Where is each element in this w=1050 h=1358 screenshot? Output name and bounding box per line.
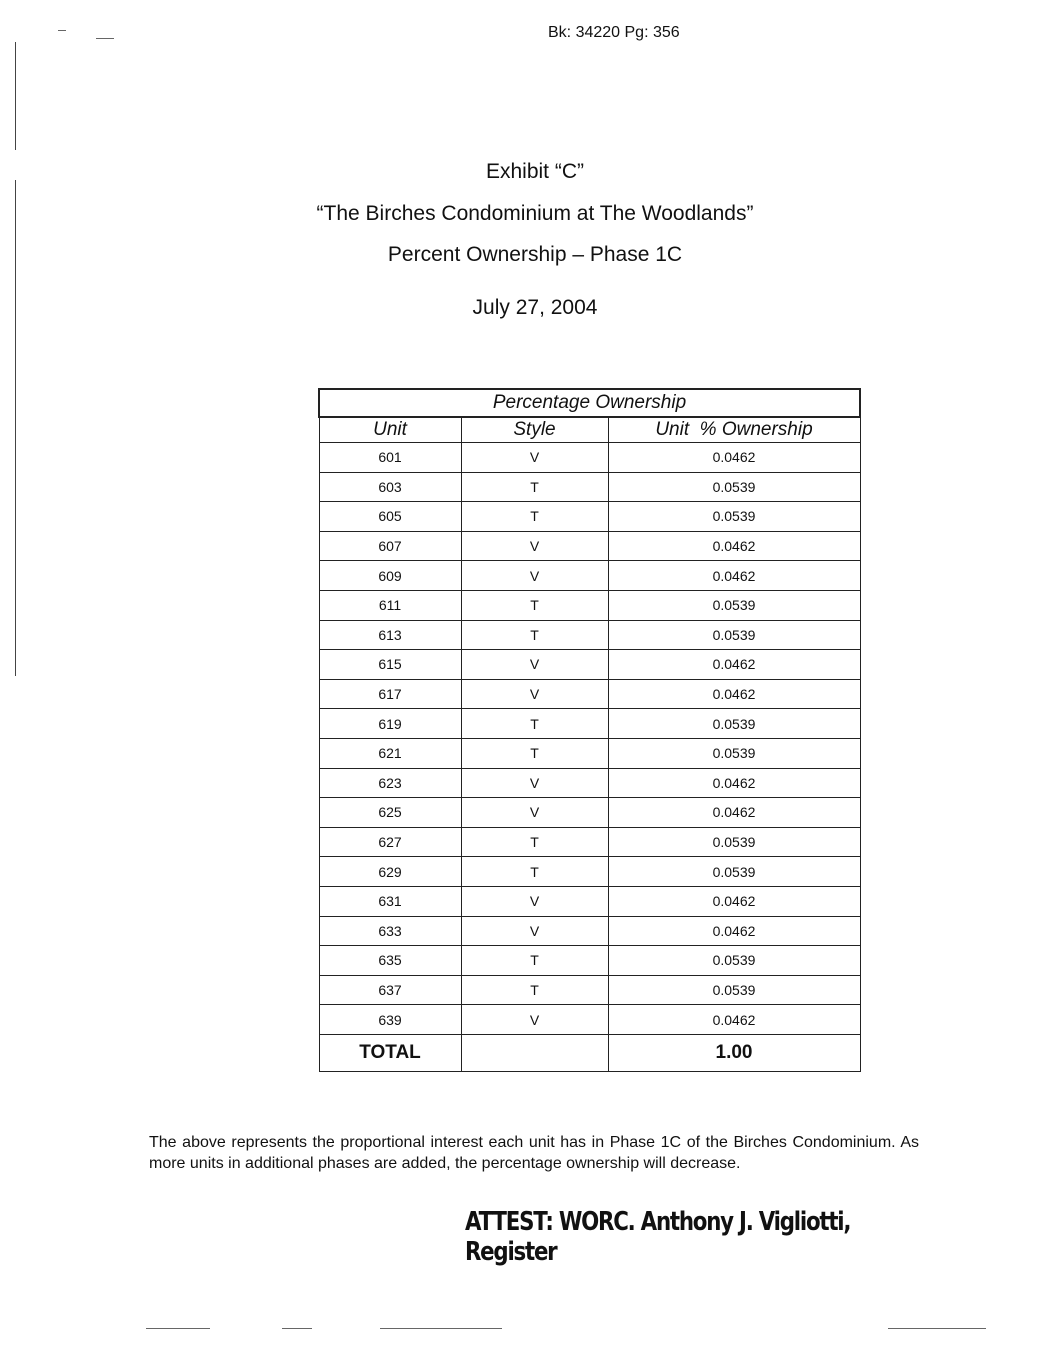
table-row — [319, 620, 860, 650]
ownership-cell: 0.0539 — [608, 502, 860, 532]
column-header-unit: Unit — [319, 417, 461, 443]
document-date: July 27, 2004 — [472, 296, 598, 319]
unit-cell: 623 — [319, 768, 461, 798]
unit-cell: 603 — [319, 472, 461, 502]
ownership-cell: 0.0462 — [608, 561, 860, 591]
style-cell: V — [461, 1005, 608, 1035]
ownership-cell: 0.0539 — [608, 738, 860, 768]
style-cell: T — [461, 472, 608, 502]
style-cell: V — [461, 886, 608, 916]
ownership-cell: 0.0462 — [608, 768, 860, 798]
unit-cell: 627 — [319, 827, 461, 857]
table-row — [319, 502, 860, 532]
unit-cell: 617 — [319, 679, 461, 709]
table-row — [319, 590, 860, 620]
ownership-cell: 0.0462 — [608, 916, 860, 946]
unit-cell: 625 — [319, 798, 461, 828]
table-row — [319, 857, 860, 887]
style-cell: V — [461, 531, 608, 561]
table-row — [319, 827, 860, 857]
unit-cell: 637 — [319, 975, 461, 1005]
style-cell: T — [461, 975, 608, 1005]
book-page-reference: Bk: 34220 Pg: 356 — [548, 24, 680, 41]
ownership-cell: 0.0539 — [608, 590, 860, 620]
table-row — [319, 946, 860, 976]
scan-mark — [58, 30, 66, 31]
condominium-name: “The Birches Condominium at The Woodlands” — [316, 202, 754, 225]
table-row — [319, 798, 860, 828]
unit-cell: 633 — [319, 916, 461, 946]
attest-stamp: ATTEST: WORC. Anthony J. Vigliotti, Register — [465, 1207, 851, 1267]
style-cell: V — [461, 798, 608, 828]
ownership-cell: 0.0462 — [608, 798, 860, 828]
exhibit-title: Exhibit “C” — [485, 160, 585, 183]
ownership-table — [318, 388, 861, 1072]
ownership-cell: 0.0462 — [608, 531, 860, 561]
scan-mark — [282, 1328, 312, 1329]
table-row — [319, 975, 860, 1005]
ownership-cell: 0.0462 — [608, 1005, 860, 1035]
unit-cell: 607 — [319, 531, 461, 561]
table-row — [319, 472, 860, 502]
ownership-cell: 0.0539 — [608, 975, 860, 1005]
style-cell: V — [461, 443, 608, 473]
scan-mark — [380, 1328, 502, 1329]
style-cell: T — [461, 620, 608, 650]
total-label: TOTAL — [319, 1034, 461, 1071]
ownership-cell: 0.0539 — [608, 709, 860, 739]
scan-mark — [888, 1328, 986, 1329]
unit-cell: 609 — [319, 561, 461, 591]
table-row — [319, 650, 860, 680]
ownership-cell: 0.0539 — [608, 827, 860, 857]
unit-cell: 629 — [319, 857, 461, 887]
style-cell: T — [461, 709, 608, 739]
unit-cell: 631 — [319, 886, 461, 916]
ownership-cell: 0.0539 — [608, 857, 860, 887]
column-header-ownership: Unit % Ownership — [608, 417, 860, 443]
unit-cell: 619 — [319, 709, 461, 739]
scan-mark — [96, 38, 114, 39]
table-row — [319, 916, 860, 946]
table-row — [319, 679, 860, 709]
table-row — [319, 443, 860, 473]
style-cell: V — [461, 650, 608, 680]
unit-cell: 611 — [319, 590, 461, 620]
ownership-cell: 0.0462 — [608, 650, 860, 680]
table-row — [319, 738, 860, 768]
style-cell: V — [461, 768, 608, 798]
ownership-cell: 0.0462 — [608, 443, 860, 473]
style-cell: T — [461, 738, 608, 768]
unit-cell: 635 — [319, 946, 461, 976]
style-cell: T — [461, 502, 608, 532]
ownership-cell: 0.0539 — [608, 946, 860, 976]
column-header-style: Style — [461, 417, 608, 443]
document-subtitle: Percent Ownership – Phase 1C — [387, 243, 683, 266]
style-cell: T — [461, 857, 608, 887]
table-row — [319, 768, 860, 798]
total-row — [319, 1034, 860, 1071]
table-row — [319, 1005, 860, 1035]
scan-mark — [146, 1328, 210, 1329]
table-group-header: Percentage Ownership — [319, 389, 860, 417]
unit-cell: 613 — [319, 620, 461, 650]
unit-cell: 601 — [319, 443, 461, 473]
style-cell: V — [461, 916, 608, 946]
total-value: 1.00 — [608, 1034, 860, 1071]
table-row — [319, 709, 860, 739]
total-style — [461, 1034, 608, 1071]
explanatory-note: The above represents the proportional interest each unit has in Phase 1C of the Birches Condominium. As more units in additional phases are added, the percentage ownership will decrease. — [149, 1134, 919, 1172]
ownership-cell: 0.0539 — [608, 472, 860, 502]
unit-cell: 621 — [319, 738, 461, 768]
unit-cell: 605 — [319, 502, 461, 532]
style-cell: V — [461, 679, 608, 709]
style-cell: T — [461, 946, 608, 976]
scan-margin-line — [15, 42, 16, 150]
style-cell: T — [461, 827, 608, 857]
table-row — [319, 886, 860, 916]
table-row — [319, 561, 860, 591]
unit-cell: 639 — [319, 1005, 461, 1035]
style-cell: V — [461, 561, 608, 591]
table-row — [319, 531, 860, 561]
style-cell: T — [461, 590, 608, 620]
unit-cell: 615 — [319, 650, 461, 680]
ownership-cell: 0.0462 — [608, 886, 860, 916]
ownership-cell: 0.0539 — [608, 620, 860, 650]
ownership-cell: 0.0462 — [608, 679, 860, 709]
